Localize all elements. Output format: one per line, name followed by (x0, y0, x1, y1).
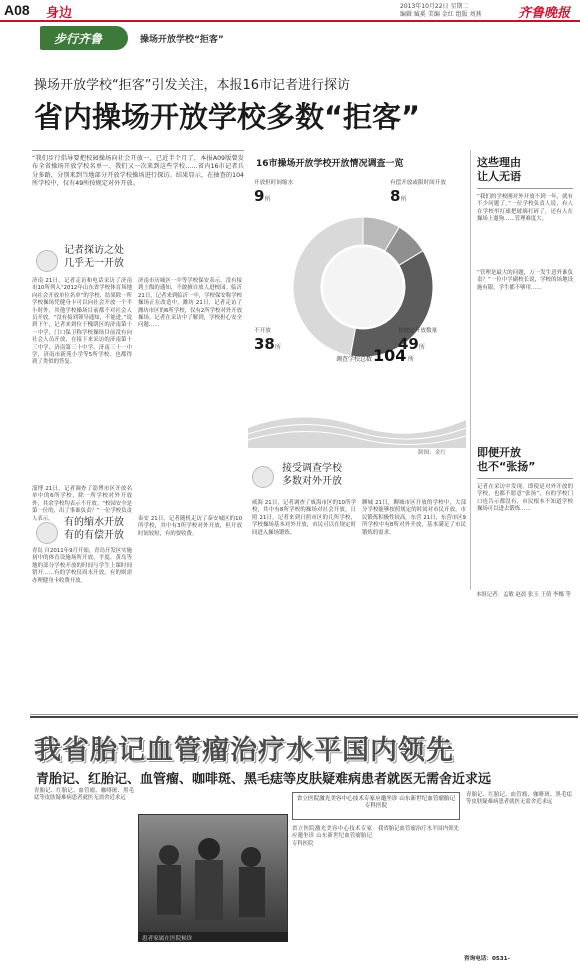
article-kicker: 操场开放学校“拒客”引发关注，本报16市记者进行探访 (34, 78, 351, 93)
infographic-title: 16市操场开放学校开放情况调查一览 (256, 159, 404, 169)
body-column-1: 济南 21日，记者走访和电话采访了济南市10所列入“2012年山东省学校体育场地向社会开放单位名单”的学校，结果除一所学校操场凭健身卡可以向社会开放一个半小时外，其他学校操场目前都不对社会人员开放。“没有接到领导通知，不能进。”说到下午，记者来到位于槐荫区的济南第十一中学，门口保卫称学校操场目前没有向社会人员开放，在接下来采访的济南第十三中学、济南第三十中学、济南三十一中学，济南市新苑小学等5所学校，也都得到了类似的答复。 (32, 278, 132, 366)
sidebar-title-2: 即便开放 也不“张扬” (477, 446, 536, 473)
ad-phone: 咨询电话：0531- (464, 956, 510, 962)
badge-unit: 所 (264, 196, 271, 203)
body-column-2: 济南市历城区一中等学校保安表示，没有接到上级的通知，不敢擅自放人进校园。临沂 21日，记者来到临沂一中，学校保安称学校操场正在改造中。潍坊 21日，记者走访了潍坊市区的6所学校，仅有2所学校对外开放操场。记者在采访中了解到，学校担心安全问题…… (138, 278, 242, 329)
sidebar-quote-1: “我们的学校刚对外开放不到一年，就有不少问题了。”一位学校负责人说，有人在学校里打球把玻璃打碎了，还有人在操场上遛狗……管理难度大。 (477, 194, 573, 223)
smiley-icon (252, 466, 274, 488)
column-header (40, 26, 280, 50)
ad-body-3: 我省胎记血管瘤治疗水平国内领先 (378, 826, 459, 832)
body-column-7: 聊城 21日，聊城市区开放的学校中，大部分学校能够按照规定的时间对市民开放，市民锻炼积极性较高。东营 21日，东营市区9所学校中有8所对外开放，基本满足了市民锻炼的需求。 (362, 500, 466, 536)
editor-line: 编辑 臧奚 美编 金红 组版 刘燕 (400, 11, 482, 18)
badge-value: 49 (398, 335, 419, 353)
donut-hole (323, 247, 403, 327)
section-name: 身边 (46, 6, 73, 21)
badge-shrunk (254, 178, 314, 214)
body-column-3: 淄博 21日，记者调查了淄博市区开放名单中的6所学校，除一所学校对外开放外，其余学校均表示不开放。“校园安全是第一位的，出了事谁负责？”一位学校负责人表示。 (32, 486, 132, 522)
ad-subheadline: 青胎记、红胎记、血管瘤、咖啡斑、黑毛痣等皮肤疑难病患者就医无需舍近求远 (36, 772, 492, 787)
badge-unit: 所 (274, 344, 281, 351)
ad-body-2: 省立医院激光美容中心技术专家应邀坐诊 山东新世纪血管瘤胎记专科医院 (292, 826, 372, 847)
sidebar-rule (477, 188, 573, 189)
body-column-4: 青岛 自2011年9月开始，青岛开发区实施初中的体育设施场所开放。平度、黄岛等地的部分学校开放的时间与学生上课时间错开……有的学校仅周末开放，有的则需办理健身卡收费开放。 (32, 548, 132, 584)
article-lead: “我们步行倡导要把校园操场向社会开放一、已近半个月了，本报A09版曾发布全省操场开放学校名单一、我们又一次来到这些学校……省内16市记者兵分多路，分别来到当地部分开放学校操场进行探访。结果显示，在抽查的104所学校中，仅有49所按规定对外开放。 (32, 150, 244, 234)
ad-headline: 我省胎记血管瘤治疗水平国内领先 (34, 735, 454, 766)
masthead-info (400, 3, 510, 19)
subhead-icon (36, 250, 58, 272)
badge-closed (254, 326, 314, 362)
date-line: 2013年10月22日 星期二 (400, 3, 469, 10)
reporter-list: 本组记者：孟敏 赵晨 张玉 王倩 李娜 等 (476, 592, 571, 598)
body-column-5: 泰安 21日，记者随机走访了泰安城区的10所学校，其中有3所学校对外开放，但开放时间较短，有的要收费。 (138, 516, 242, 537)
donut-center-unit: 所 (408, 356, 415, 363)
badge-label: 开放但时间缩水 (254, 180, 294, 186)
body-column-6: 威海 21日，记者调查了威海市区的10所学校，其中有8所学校的操场对社会开放。日照 21日，记者来到日照市区的几所学校，学校操场基本对外开放，市民可以在规定时间进入操场锻炼。 (252, 500, 356, 536)
ad-body-1: 青胎记、红胎记、血管瘤、咖啡斑、黑毛痣等皮肤疑难病患者就医无需舍近求远 (34, 788, 134, 802)
infographic-credit: 制图：金红 (418, 450, 446, 456)
ad-notice-box: 省立医院激光美容中心技术专家应邀坐诊 山东新世纪血管瘤胎记专科医院 (292, 792, 460, 820)
badge-paid (390, 178, 450, 214)
masthead (0, 0, 580, 22)
badge-value: 8 (390, 187, 401, 205)
badge-label: 不开放 (254, 328, 271, 334)
column-logo: 步行齐鲁 (40, 26, 128, 50)
subhead-icon (36, 522, 58, 544)
badge-value: 9 (254, 187, 265, 205)
sidebar-quote-2: “管理是最大的问题，万一发生意外谁负责？”一位中学副校长说，学校的场地设施有限，学生都不够用…… (477, 270, 573, 291)
ad-photo-caption: 患者家属在医院候诊 (138, 932, 288, 942)
subhead-3: 接受调查学校 多数对外开放 (282, 463, 342, 487)
ad-photo-figures (139, 815, 289, 935)
ad-photo (138, 814, 288, 934)
donut-center-total: 104 (373, 346, 407, 365)
section-divider (30, 714, 578, 715)
track-wave-graphic (248, 398, 466, 448)
column-subtitle: 操场开放学校“拒客” (140, 35, 224, 45)
donut-center-label: 调查学校总数 (336, 356, 373, 363)
advertisement (30, 716, 578, 980)
page-number: A08 (4, 2, 30, 18)
sidebar-quote-3: 记者在采访中发现，即使是对外开放的学校，也都不愿意“张扬”，有的学校门口连告示都没有，市民根本不知道学校操场可以进去锻炼…… (477, 484, 573, 513)
sidebar-title-1: 这些理由 让人无语 (477, 156, 521, 183)
subhead-2: 有的缩水开放 有的有偿开放 (64, 517, 124, 541)
badge-value: 38 (254, 335, 275, 353)
badge-label: 有偿开放或限时间开放 (390, 180, 446, 186)
paper-name: 齐鲁晚报 (518, 6, 571, 21)
badge-unit: 所 (418, 344, 425, 351)
sidebar-rule (477, 478, 573, 479)
article-headline: 省内操场开放学校多数“拒客” (34, 100, 421, 134)
sidebar (470, 150, 576, 590)
ad-body-4: 青胎记、红胎记、血管瘤、咖啡斑、黑毛痣等皮肤疑难病患者就医无需舍近求远 (466, 792, 572, 806)
subhead-1: 记者探访之处 几乎无一开放 (64, 245, 124, 269)
infographic (248, 148, 466, 460)
badge-label: 按规定开放数量 (398, 328, 438, 334)
badge-open (398, 326, 458, 362)
badge-unit: 所 (400, 196, 407, 203)
